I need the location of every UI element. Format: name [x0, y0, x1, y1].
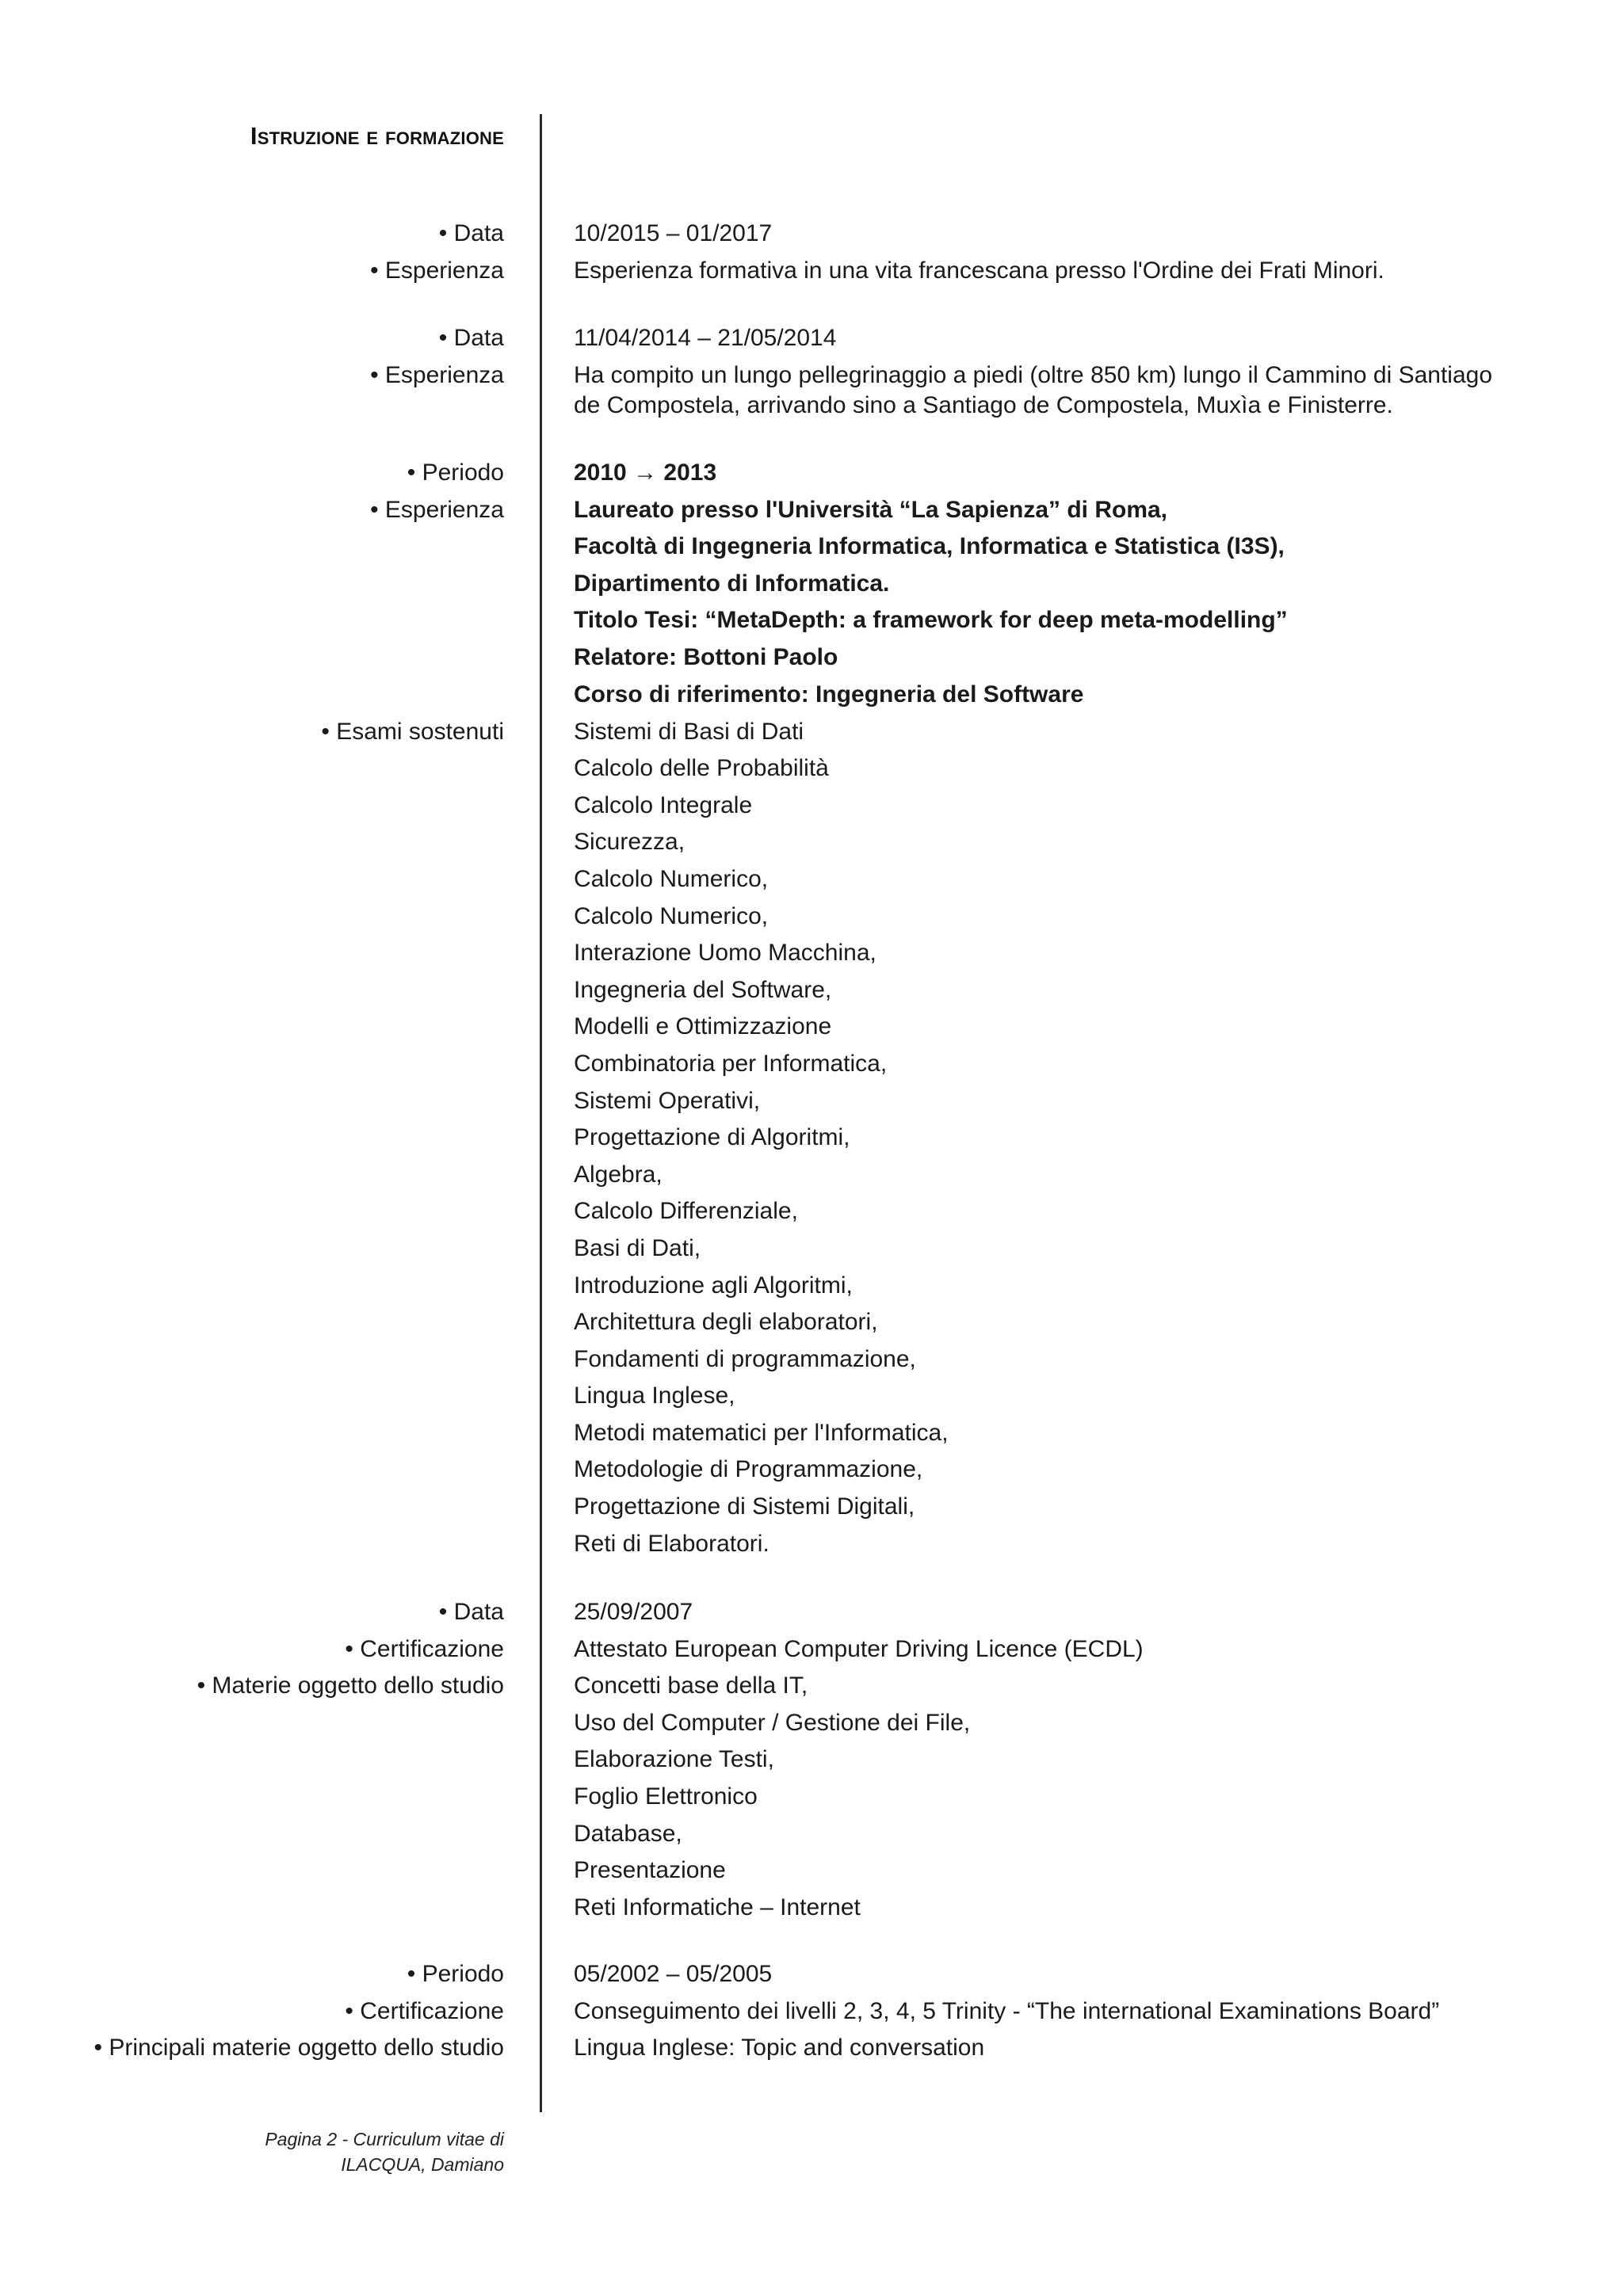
- education-entry-5: [0, 1956, 1623, 2063]
- subject-item: Database,: [574, 1820, 682, 1847]
- exam-item: Ingegneria del Software,: [574, 976, 832, 1003]
- exam-list: [574, 714, 1509, 1563]
- exam-item: Modelli e Ottimizzazione: [574, 1013, 832, 1040]
- subject-item: Concetti base della IT,: [574, 1672, 808, 1699]
- entry-label-period: • Periodo: [407, 1961, 504, 1987]
- subject-item: Elaborazione Testi,: [574, 1746, 774, 1773]
- exam-item: Reti di Elaboratori.: [574, 1530, 769, 1557]
- education-entry-2: [0, 320, 1623, 424]
- exam-item: Sistemi Operativi,: [574, 1087, 761, 1114]
- entry-value-period: 2010 → 2013: [574, 460, 717, 486]
- exam-item: Progettazione di Sistemi Digitali,: [574, 1493, 915, 1520]
- exam-item: Progettazione di Algoritmi,: [574, 1124, 850, 1151]
- subject-item: Uso del Computer / Gestione dei File,: [574, 1709, 971, 1736]
- page-footer: [119, 2126, 504, 2177]
- entry-label-certification: • Certificazione: [345, 1635, 504, 1662]
- exam-item: Sicurezza,: [574, 829, 685, 856]
- entry-value-experience: Esperienza formativa in una vita francescana presso l'Ordine dei Frati Minori.: [574, 257, 1384, 284]
- entry-label-date: • Data: [438, 325, 504, 351]
- exam-item: Calcolo delle Probabilità: [574, 755, 829, 782]
- exam-item: Combinatoria per Informatica,: [574, 1050, 888, 1077]
- entry-value-certification: Conseguimento dei livelli 2, 3, 4, 5 Trinity - “The international Examinations Board”: [574, 1997, 1440, 2024]
- entry-label-subjects: • Materie oggetto dello studio: [197, 1672, 504, 1699]
- subject-item: Foglio Elettronico: [574, 1783, 758, 1810]
- entry-value-date: 11/04/2014 – 21/05/2014: [574, 325, 837, 351]
- entry-label-subjects: • Principali materie oggetto dello studio: [94, 2035, 504, 2061]
- footer-line: Pagina 2 - Curriculum vitae di: [265, 2129, 504, 2149]
- degree-line: Relatore: Bottoni Paolo: [574, 643, 838, 670]
- footer-line: ILACQUA, Damiano: [341, 2154, 504, 2175]
- subject-item: Presentazione: [574, 1857, 726, 1884]
- exam-item: Calcolo Numerico,: [574, 865, 769, 892]
- entry-label-date: • Data: [438, 1599, 504, 1625]
- degree-line: Corso di riferimento: Ingegneria del Software: [574, 681, 1084, 707]
- exam-item: Basi di Dati,: [574, 1234, 701, 1261]
- exam-item: Algebra,: [574, 1161, 663, 1188]
- exam-item: Lingua Inglese,: [574, 1383, 735, 1409]
- exam-item: Architettura degli elaboratori,: [574, 1309, 878, 1336]
- exam-item: Metodi matematici per l'Informatica,: [574, 1419, 949, 1446]
- entry-value-certification: Attestato European Computer Driving Licence (ECDL): [574, 1635, 1144, 1662]
- entry-value-date: 10/2015 – 01/2017: [574, 220, 773, 246]
- exam-item: Introduzione agli Algoritmi,: [574, 1272, 853, 1299]
- degree-line: Laureato presso l'Università “La Sapienza” di Roma,: [574, 496, 1168, 523]
- entry-label-date: • Data: [438, 220, 504, 246]
- exam-item: Metodologie di Programmazione,: [574, 1456, 923, 1483]
- exam-item: Sistemi di Basi di Dati: [574, 718, 804, 745]
- entry-label-exams: • Esami sostenuti: [321, 718, 504, 745]
- entry-label-experience: • Esperienza: [370, 257, 504, 284]
- exam-item: Calcolo Integrale: [574, 791, 753, 818]
- education-entry-4: [0, 1594, 1623, 1920]
- subject-item: Reti Informatiche – Internet: [574, 1894, 861, 1920]
- degree-line: Titolo Tesi: “MetaDepth: a framework for deep meta-modelling”: [574, 607, 1288, 634]
- entry-value-experience: Ha compito un lungo pellegrinaggio a piedi (oltre 850 km) lungo il Cammino di Santiago de Compostela, arrivando sino a Santiago de Compostela, Muxìa e Finisterre.: [574, 361, 1492, 418]
- exam-item: Calcolo Differenziale,: [574, 1198, 798, 1225]
- exam-item: Fondamenti di programmazione,: [574, 1345, 916, 1372]
- degree-line: Facoltà di Ingegneria Informatica, Informatica e Statistica (I3S),: [574, 533, 1285, 560]
- entry-label-period: • Periodo: [407, 460, 504, 486]
- education-entry-3: [0, 455, 1623, 1557]
- entry-value-date: 25/09/2007: [574, 1599, 693, 1625]
- degree-details: [574, 492, 1509, 714]
- entry-value-period: 05/2002 – 05/2005: [574, 1961, 773, 1987]
- entry-label-experience: • Esperienza: [370, 496, 504, 523]
- education-entry-1: [0, 215, 1623, 289]
- exam-item: Interazione Uomo Macchina,: [574, 940, 876, 967]
- subject-list: [574, 1668, 1509, 1926]
- exam-item: Calcolo Numerico,: [574, 902, 769, 929]
- section-title: Istruzione e formazione: [250, 122, 504, 150]
- entry-label-certification: • Certificazione: [345, 1997, 504, 2024]
- entry-value-subjects: Lingua Inglese: Topic and conversation: [574, 2035, 985, 2061]
- entry-label-experience: • Esperienza: [370, 361, 504, 388]
- degree-line: Dipartimento di Informatica.: [574, 570, 890, 597]
